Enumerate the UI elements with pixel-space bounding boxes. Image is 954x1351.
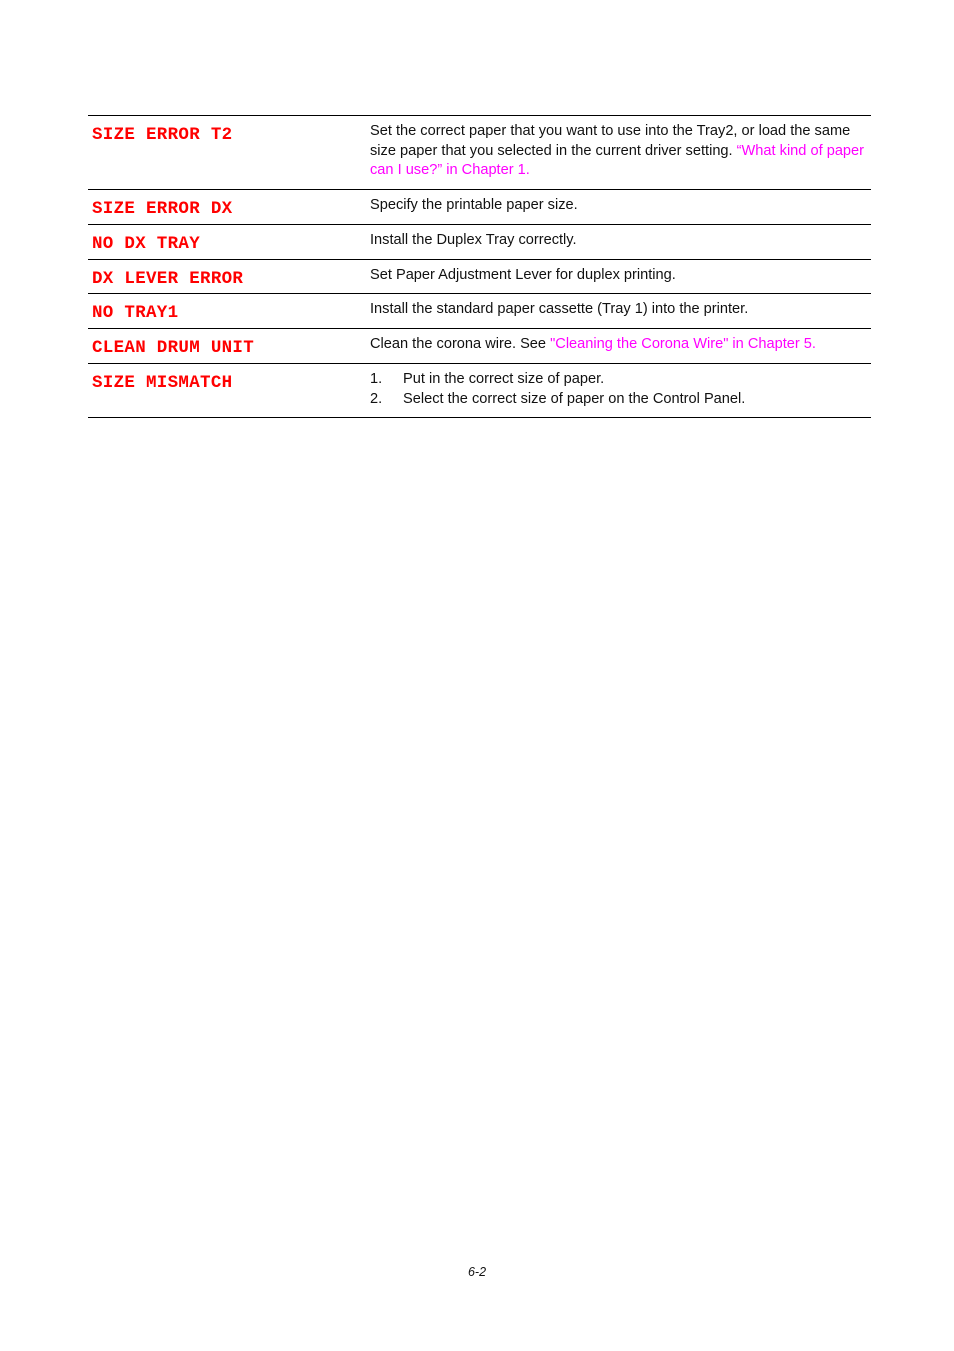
description-text: Clean the corona wire. See bbox=[370, 336, 551, 352]
page-number: 6-2 bbox=[467, 1265, 487, 1279]
table-row bbox=[88, 190, 871, 225]
error-code: SIZE ERROR DX bbox=[92, 199, 233, 219]
table-row bbox=[88, 116, 871, 190]
error-message-table bbox=[88, 115, 871, 418]
table-row bbox=[88, 364, 871, 418]
error-code: DX LEVER ERROR bbox=[92, 269, 244, 289]
error-description: Install the standard paper cassette (Tray 1) into the printer. bbox=[370, 301, 749, 317]
error-code: NO TRAY1 bbox=[92, 303, 179, 323]
step-number: 2. bbox=[370, 390, 383, 407]
list-item bbox=[370, 370, 865, 390]
step-list bbox=[370, 370, 865, 409]
step-text: Select the correct size of paper on the Control Panel. bbox=[403, 390, 746, 407]
error-description: Specify the printable paper size. bbox=[370, 197, 578, 213]
error-description bbox=[370, 364, 871, 417]
table-row bbox=[88, 225, 871, 260]
error-code: SIZE MISMATCH bbox=[92, 373, 233, 393]
table-row bbox=[88, 294, 871, 329]
cross-reference-link[interactable]: “What kind of paper can I use?” in Chapter 1. bbox=[370, 142, 865, 178]
step-number: 1. bbox=[370, 371, 383, 387]
error-code: CLEAN DRUM UNIT bbox=[92, 338, 255, 358]
error-description: Install the Duplex Tray correctly. bbox=[370, 232, 577, 248]
error-description: Set Paper Adjustment Lever for duplex printing. bbox=[370, 267, 676, 283]
error-code: NO DX TRAY bbox=[92, 234, 201, 254]
error-code: SIZE ERROR T2 bbox=[92, 125, 233, 145]
error-description bbox=[370, 329, 871, 363]
error-description bbox=[370, 116, 871, 189]
table-row bbox=[88, 329, 871, 364]
cross-reference-link[interactable]: "Cleaning the Corona Wire" in Chapter 5. bbox=[550, 336, 816, 352]
table-row bbox=[88, 260, 871, 294]
step-text: Put in the correct size of paper. bbox=[403, 371, 605, 387]
list-item bbox=[370, 390, 865, 410]
description-text: Set the correct paper that you want to use into the Tray2, or load the same size paper that you selected in the current driver setting. bbox=[370, 123, 851, 159]
